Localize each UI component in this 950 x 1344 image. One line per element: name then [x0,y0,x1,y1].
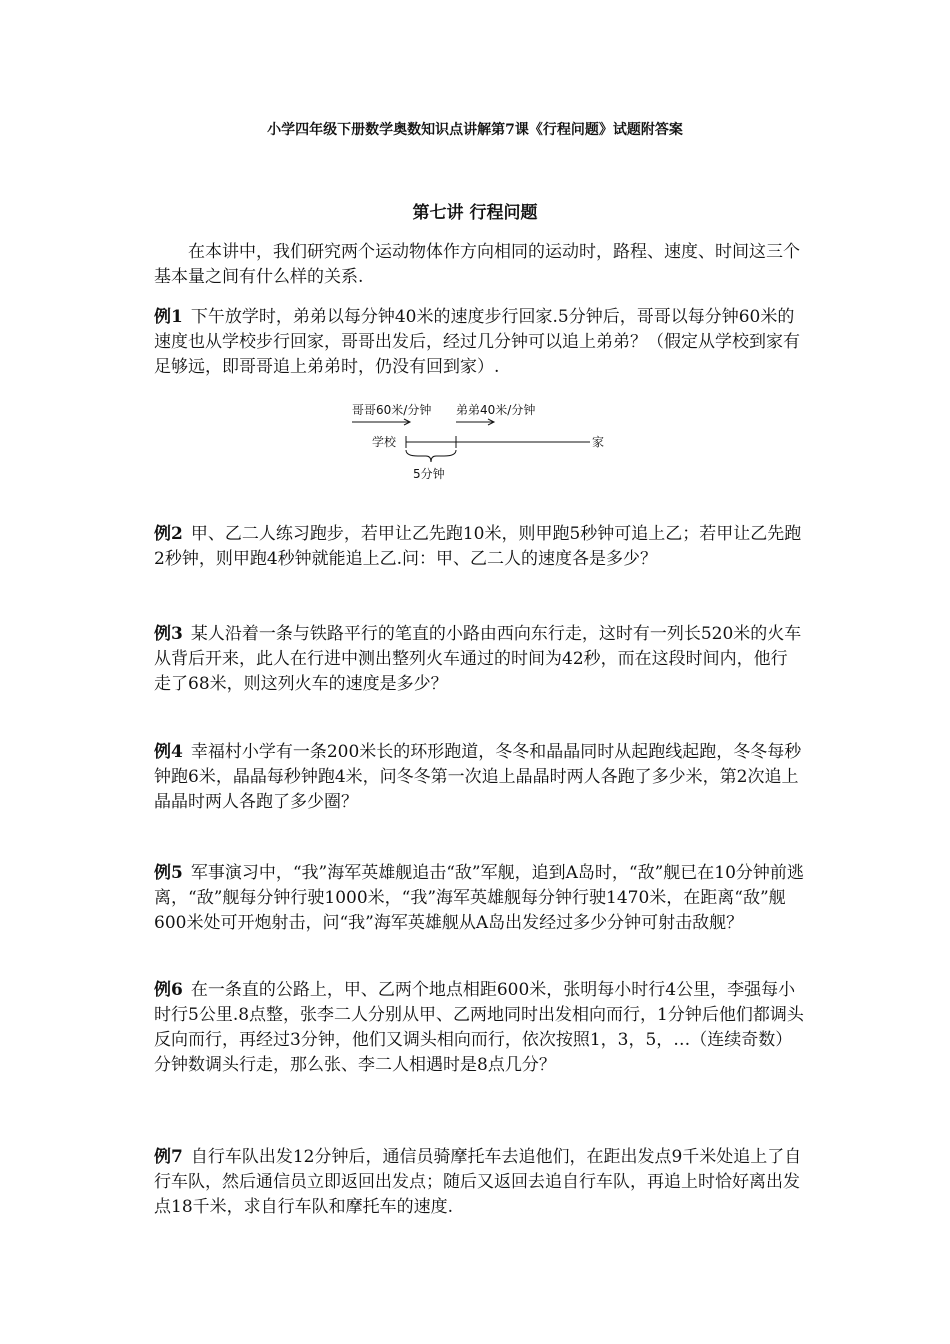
problem-6 [154,978,804,1078]
problem-text: 下午放学时，弟弟以每分钟40米的速度步行回家.5分钟后，哥哥以每分钟60米的速度也从学校步行回家，哥哥出发后，经过几分钟可以追上弟弟？（假定从学校到家有足够远，即哥哥追上弟弟时，仍没有回到家）. [154,307,800,377]
problem-label: 例5 [154,863,183,883]
problem-7 [154,1145,804,1220]
problem-label: 例2 [154,524,183,544]
problem-text: 幸福村小学有一条200米长的环形跑道，冬冬和晶晶同时从起跑线起跑，冬冬每秒钟跑6米，晶晶每秒钟跑4米，问冬冬第一次追上晶晶时两人各跑了多少米，第2次追上晶晶时两人各跑了多少圈？ [154,742,802,812]
problem-text: 甲、乙二人练习跑步，若甲让乙先跑10米，则甲跑5秒钟可追上乙；若甲让乙先跑2秒钟，则甲跑4秒钟就能追上乙.问：甲、乙二人的速度各是多少？ [154,524,802,569]
problem-label: 例4 [154,742,183,762]
problem-label: 例7 [154,1147,183,1167]
home-label: 家 [592,435,605,449]
lesson-title: 第七讲 行程问题 [412,203,538,223]
gap-label: 5分钟 [413,467,445,481]
motion-diagram [340,398,620,488]
problem-4 [154,740,804,815]
page-header: 小学四年级下册数学奥数知识点讲解第7课《行程问题》试题附答案 [267,122,683,138]
problem-label: 例3 [154,624,183,644]
problem-2 [154,522,804,572]
problem-label: 例6 [154,980,183,1000]
problem-text: 自行车队出发12分钟后，通信员骑摩托车去追他们，在距出发点9千米处追上了自行车队，然后通信员立即返回出发点；随后又返回去追自行车队，再追上时恰好离出发点18千米，求自行车队和摩托车的速度. [154,1147,802,1217]
problem-3 [154,622,804,697]
problem-5 [154,861,804,936]
gap-brace [406,450,456,462]
problem-text: 某人沿着一条与铁路平行的笔直的小路由西向东行走，这时有一列长520米的火车从背后开来，此人在行进中测出整列火车通过的时间为42秒，而在这段时间内，他行走了68米，则这列火车的速度是多少？ [154,624,802,694]
problem-text: 在一条直的公路上，甲、乙两个地点相距600米，张明每小时行4公里，李强每小时行5公里.8点整，张李二人分别从甲、乙两地同时出发相向而行，1分钟后他们都调头反向而行，再经过3分钟，他们又调头相向而行，依次按照1，3，5，…（连续奇数）分钟数调头行走，那么张、李二人相遇时是8点几分？ [154,980,804,1075]
problem-1 [154,305,804,380]
problem-label: 例1 [154,307,183,327]
school-label: 学校 [372,435,397,449]
younger-speed-label: 弟弟40米/分钟 [456,403,536,417]
brother-speed-label: 哥哥60米/分钟 [352,403,432,417]
intro-paragraph: 在本讲中，我们研究两个运动物体作方向相同的运动时，路程、速度、时间这三个基本量之间有什么样的关系. [154,242,800,287]
problem-text: 军事演习中，“我”海军英雄舰追击“敌”军舰，追到A岛时，“敌”舰已在10分钟前逃离，“敌”舰每分钟行驶1000米，“我”海军英雄舰每分钟行驶1470米，在距离“敌”舰600米处可开炮射击，问“我”海军英雄舰从A岛出发经过多少分钟可射击敌舰？ [154,863,804,933]
